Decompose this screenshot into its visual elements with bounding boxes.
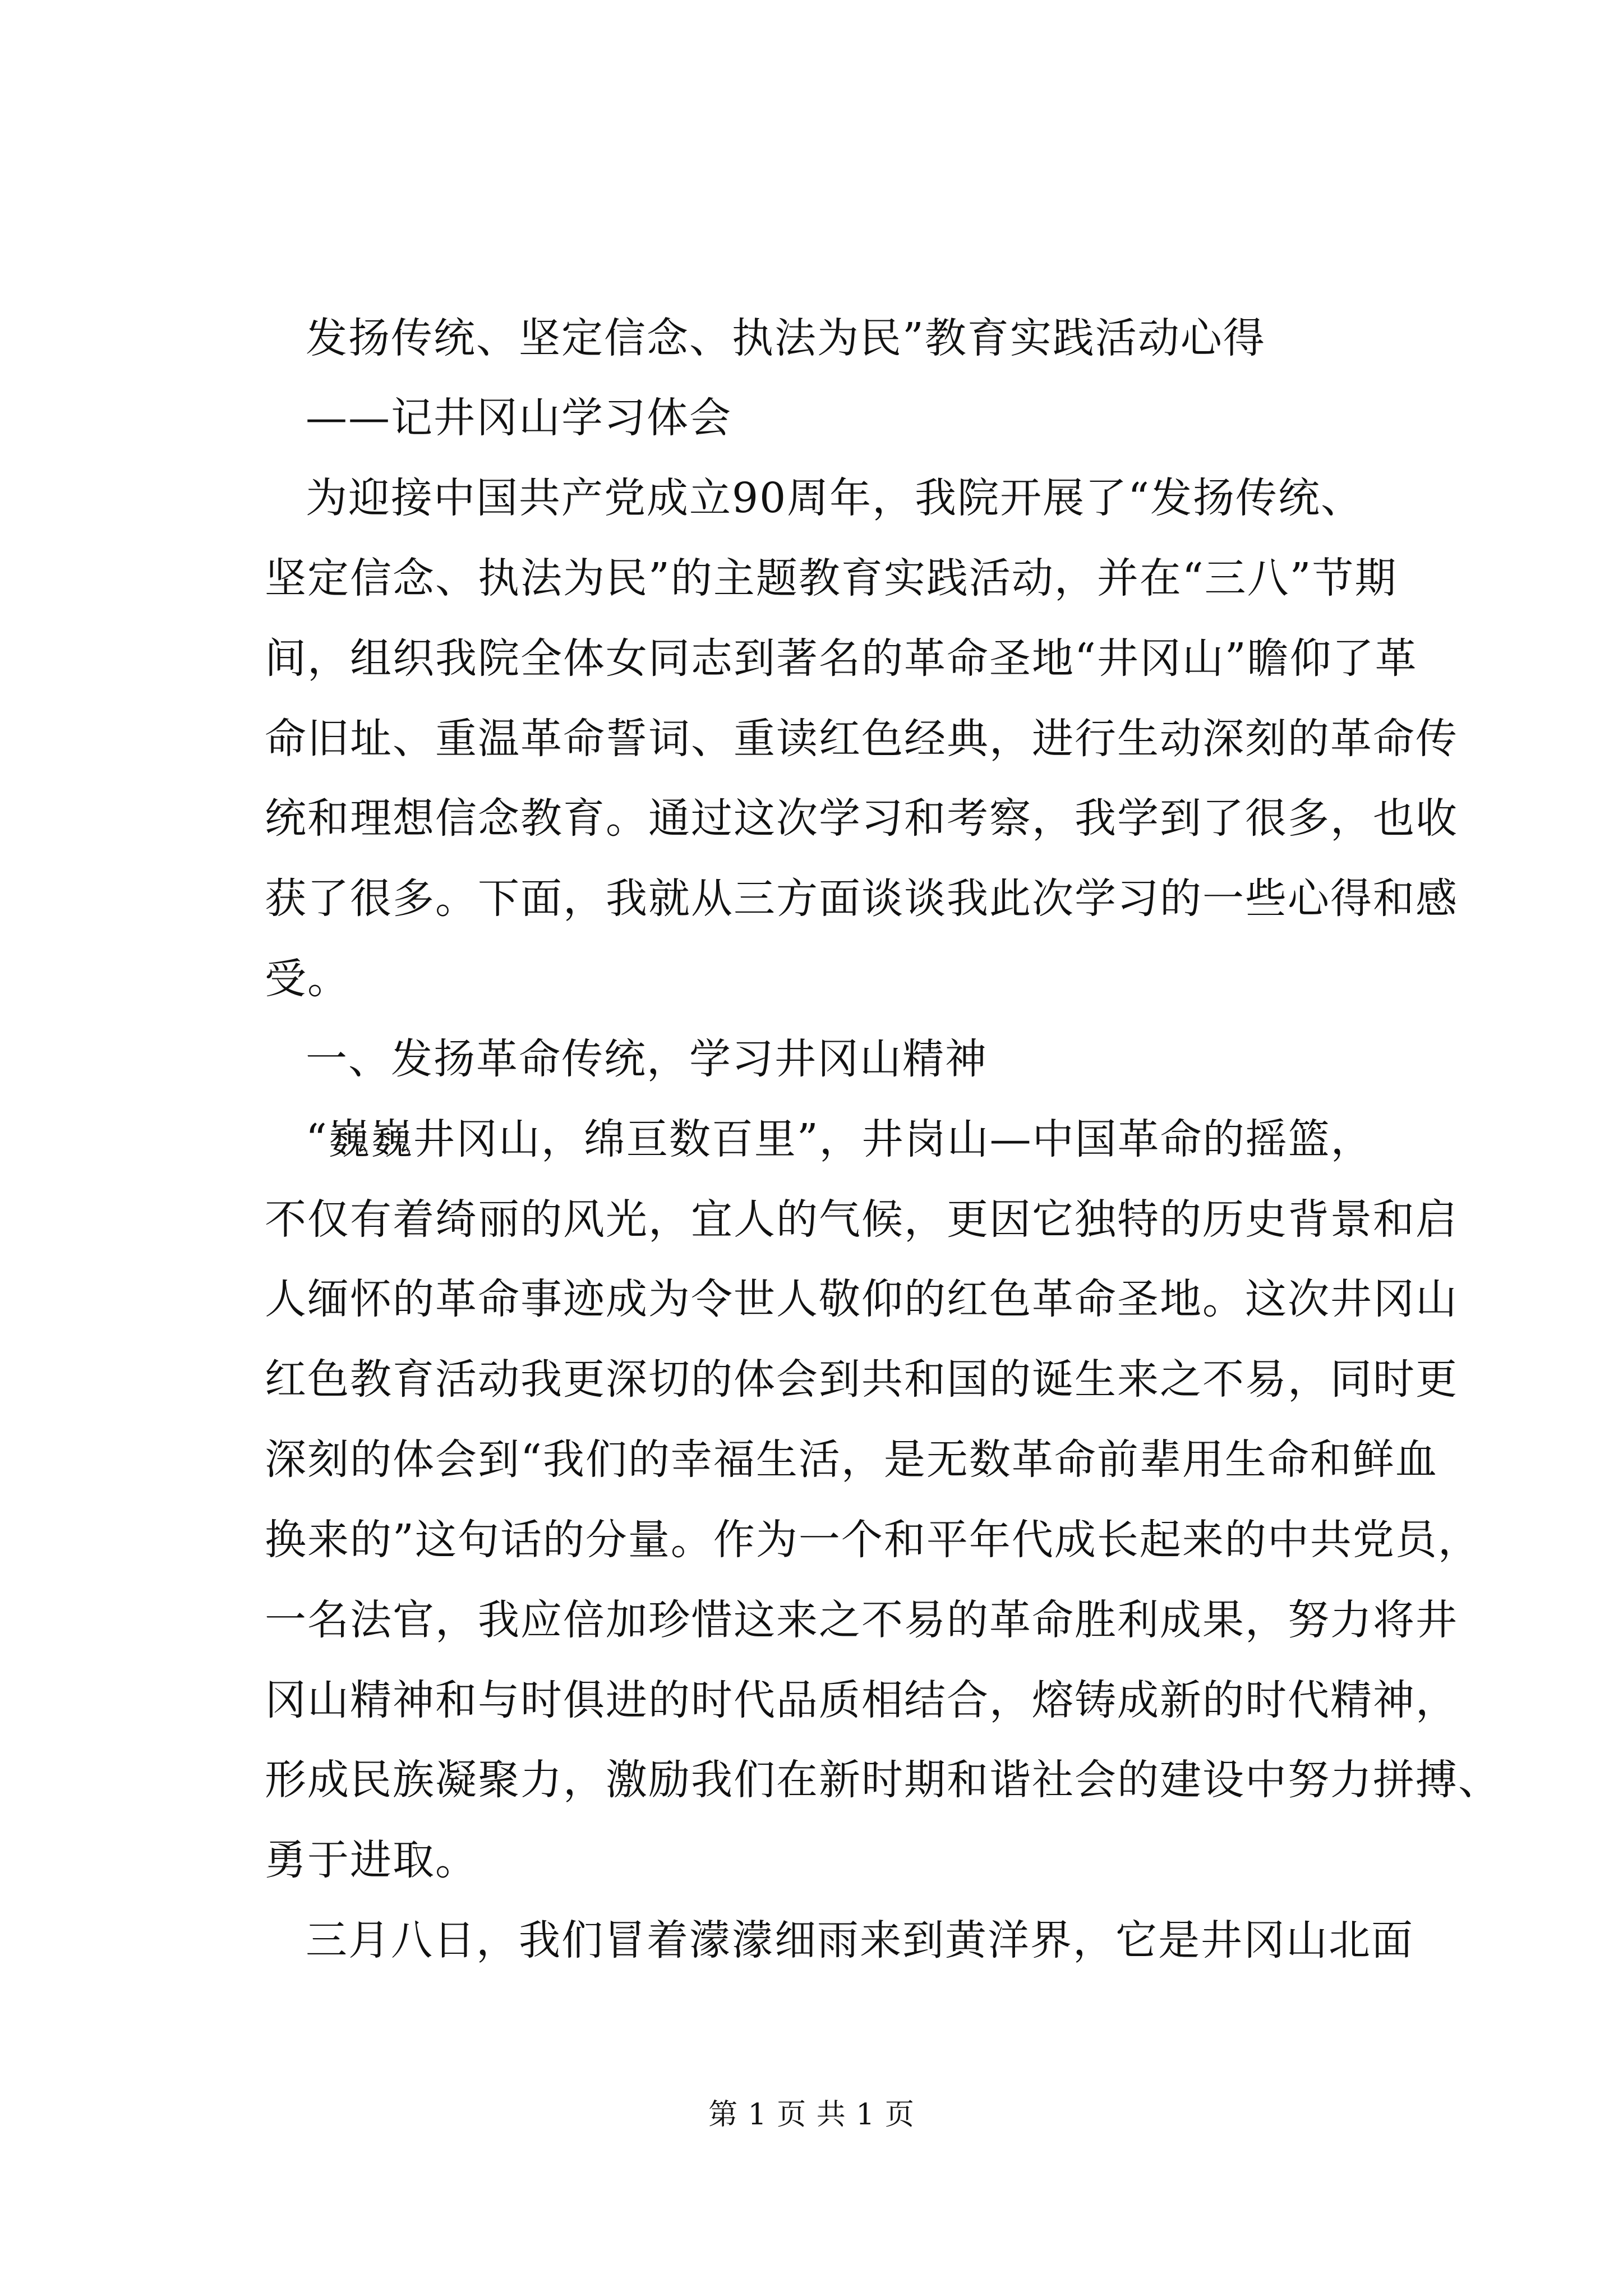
paragraph-line: 为迎接中国共产党成立90周年，我院开展了“发扬传统、 bbox=[306, 474, 1363, 522]
document-title: 发扬传统、坚定信念、执法为民”教育实践活动心得 bbox=[306, 314, 1266, 362]
paragraph-line: 换来的”这句话的分量。作为一个和平年代成长起来的中共党员， bbox=[265, 1516, 1481, 1564]
paragraph-line: 深刻的体会到“我们的幸福生活，是无数革命前辈用生命和鲜血 bbox=[265, 1435, 1438, 1484]
paragraph-line: 获了很多。下面，我就从三方面谈谈我此次学习的一些心得和感 bbox=[265, 875, 1458, 923]
section-heading: 一、发扬革命传统，学习井冈山精神 bbox=[306, 1035, 988, 1083]
document-subtitle: ——记井冈山学习体会 bbox=[306, 394, 732, 442]
paragraph-line: 冈山精神和与时俱进的时代品质相结合，熔铸成新的时代精神， bbox=[265, 1676, 1458, 1724]
paragraph-line: 三月八日，我们冒着濛濛细雨来到黄洋界，它是井冈山北面 bbox=[306, 1916, 1414, 1964]
paragraph-line: 一名法官，我应倍加珍惜这来之不易的革命胜利成果，努力将井 bbox=[265, 1596, 1458, 1644]
paragraph-line: 不仅有着绮丽的风光，宜人的气候，更因它独特的历史背景和启 bbox=[265, 1195, 1458, 1244]
paragraph-line: 红色教育活动我更深切的体会到共和国的诞生来之不易，同时更 bbox=[265, 1355, 1458, 1404]
paragraph-line: 坚定信念、执法为民”的主题教育实践活动，并在“三八”节期 bbox=[265, 554, 1398, 602]
paragraph-line: “巍巍井冈山，绵亘数百里”，井岗山—中国革命的摇篮， bbox=[306, 1115, 1373, 1163]
paragraph-line: 命旧址、重温革命誓词、重读红色经典，进行生动深刻的革命传 bbox=[265, 715, 1458, 763]
paragraph-line: 受。 bbox=[265, 955, 350, 1003]
paragraph-line: 统和理想信念教育。通过这次学习和考察，我学到了很多，也收 bbox=[265, 794, 1458, 843]
paragraph-line: 勇于进取。 bbox=[265, 1836, 478, 1884]
page-footer: 第 1 页 共 1 页 bbox=[708, 2098, 915, 2132]
paragraph-line: 人缅怀的革命事迹成为令世人敬仰的红色革命圣地。这次井冈山 bbox=[265, 1275, 1458, 1323]
paragraph-line: 间，组织我院全体女同志到著名的革命圣地“井冈山”瞻仰了革 bbox=[265, 634, 1418, 683]
paragraph-line: 形成民族凝聚力，激励我们在新时期和谐社会的建设中努力拼搏、 bbox=[265, 1756, 1501, 1804]
